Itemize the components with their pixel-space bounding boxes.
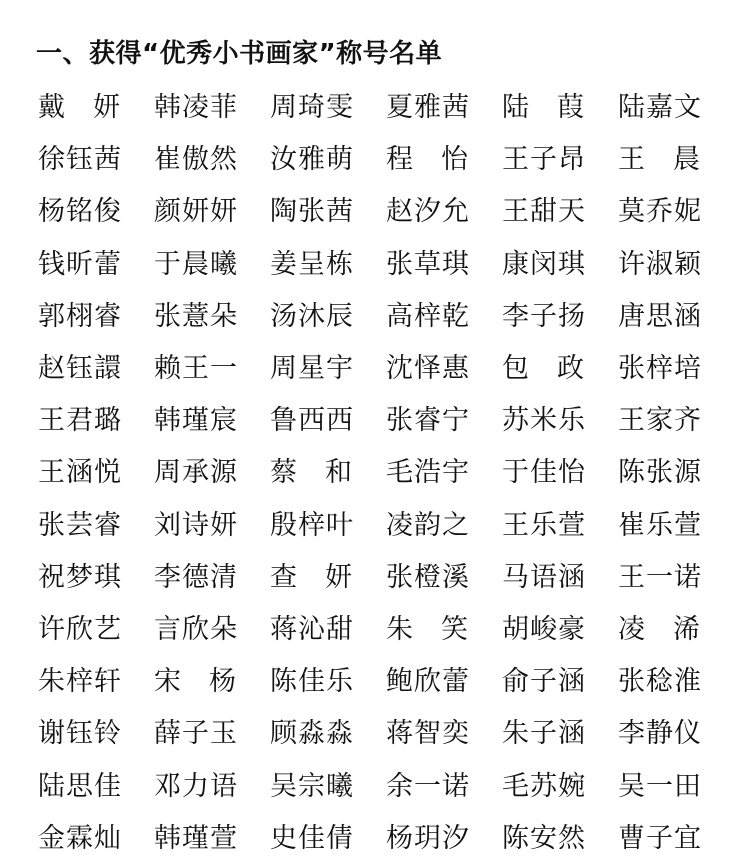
section-heading: 一、获得“优秀小书画家”称号名单	[36, 39, 443, 69]
name-cell: 顾淼淼	[270, 718, 354, 750]
name-cell: 宋 杨	[154, 666, 236, 698]
name-cell: 包 政	[502, 353, 584, 385]
name-cell: 周承源	[154, 457, 238, 489]
name-cell: 汝雅萌	[270, 144, 354, 176]
name-cell: 许欣艺	[38, 613, 122, 645]
name-cell: 刘诗妍	[154, 509, 238, 541]
name-cell: 姜呈栋	[270, 248, 354, 280]
name-cell: 王一诺	[618, 561, 702, 593]
name-cell: 王涵悦	[38, 457, 122, 489]
name-cell: 陆嘉文	[618, 92, 702, 124]
name-cell: 张稔淮	[618, 666, 702, 698]
name-cell: 殷梓叶	[270, 509, 354, 541]
name-cell: 陶张茜	[270, 196, 354, 228]
name-cell: 戴 妍	[38, 92, 120, 124]
name-cell: 徐钰茜	[38, 144, 122, 176]
name-cell: 于晨曦	[154, 248, 238, 280]
name-cell: 马语涵	[502, 561, 586, 593]
name-cell: 蔡 和	[270, 457, 352, 489]
name-cell: 郭栩睿	[38, 300, 122, 332]
name-cell: 查 妍	[270, 561, 352, 593]
name-cell: 钱昕蕾	[38, 248, 122, 280]
name-cell: 苏米乐	[502, 405, 586, 437]
name-cell: 朱梓轩	[38, 666, 122, 698]
name-cell: 陈佳乐	[270, 666, 354, 698]
name-cell: 韩瑾宸	[154, 405, 238, 437]
name-cell: 薛子玉	[154, 718, 238, 750]
name-cell: 陆 葭	[502, 92, 584, 124]
name-cell: 张芸睿	[38, 509, 122, 541]
name-cell: 凌 浠	[618, 613, 700, 645]
name-cell: 王乐萱	[502, 509, 586, 541]
name-cell: 毛苏婉	[502, 770, 586, 802]
name-cell: 张薏朵	[154, 300, 238, 332]
name-cell: 康闵琪	[502, 248, 586, 280]
name-cell: 张梓培	[618, 353, 702, 385]
name-cell: 周星宇	[270, 353, 354, 385]
name-cell: 李静仪	[618, 718, 702, 750]
name-cell: 言欣朵	[154, 613, 238, 645]
name-cell: 吴宗曦	[270, 770, 354, 802]
name-cell: 张草琪	[386, 248, 470, 280]
name-cell: 曹子宜	[618, 822, 702, 854]
name-cell: 张睿宁	[386, 405, 470, 437]
name-cell: 朱子涵	[502, 718, 586, 750]
name-cell: 史佳倩	[270, 822, 354, 854]
name-cell: 鲍欣蕾	[386, 666, 470, 698]
name-cell: 陈安然	[502, 822, 586, 854]
name-cell: 唐思涵	[618, 300, 702, 332]
name-cell: 程 怡	[386, 144, 468, 176]
name-cell: 沈怿惠	[386, 353, 470, 385]
name-cell: 蒋沁甜	[270, 613, 354, 645]
name-cell: 王甜天	[502, 196, 586, 228]
name-cell: 王子昂	[502, 144, 586, 176]
name-cell: 吴一田	[618, 770, 702, 802]
name-cell: 胡峻豪	[502, 613, 586, 645]
name-cell: 高梓乾	[386, 300, 470, 332]
name-cell: 谢钰铃	[38, 718, 122, 750]
name-list	[38, 82, 710, 865]
name-cell: 韩瑾萱	[154, 822, 238, 854]
name-cell: 于佳怡	[502, 457, 586, 489]
name-cell: 颜妍妍	[154, 196, 238, 228]
name-cell: 凌韵之	[386, 509, 470, 541]
name-cell: 赵钰譞	[38, 353, 122, 385]
name-cell: 王 晨	[618, 144, 700, 176]
name-cell: 杨玥汐	[386, 822, 470, 854]
name-cell: 王家齐	[618, 405, 702, 437]
name-cell: 余一诺	[386, 770, 470, 802]
name-cell: 赵汐允	[386, 196, 470, 228]
name-cell: 李子扬	[502, 300, 586, 332]
name-cell: 张橙溪	[386, 561, 470, 593]
name-cell: 毛浩宇	[386, 457, 470, 489]
name-cell: 邓力语	[154, 770, 238, 802]
name-cell: 夏雅茜	[386, 92, 470, 124]
name-cell: 王君璐	[38, 405, 122, 437]
name-cell: 祝梦琪	[38, 561, 122, 593]
name-cell: 金霖灿	[38, 822, 122, 854]
name-cell: 蒋智奕	[386, 718, 470, 750]
name-cell: 俞子涵	[502, 666, 586, 698]
name-cell: 赖王一	[154, 353, 238, 385]
name-cell: 杨铭俊	[38, 196, 122, 228]
name-cell: 莫乔妮	[618, 196, 702, 228]
name-cell: 陈张源	[618, 457, 702, 489]
name-cell: 韩凌菲	[154, 92, 238, 124]
name-cell: 许淑颖	[618, 248, 702, 280]
name-cell: 陆思佳	[38, 770, 122, 802]
name-cell: 周琦雯	[270, 92, 354, 124]
name-cell: 崔傲然	[154, 144, 238, 176]
name-cell: 鲁西西	[270, 405, 354, 437]
name-cell: 汤沐辰	[270, 300, 354, 332]
name-cell: 崔乐萱	[618, 509, 702, 541]
name-cell: 李德清	[154, 561, 238, 593]
name-cell: 朱 笑	[386, 613, 468, 645]
